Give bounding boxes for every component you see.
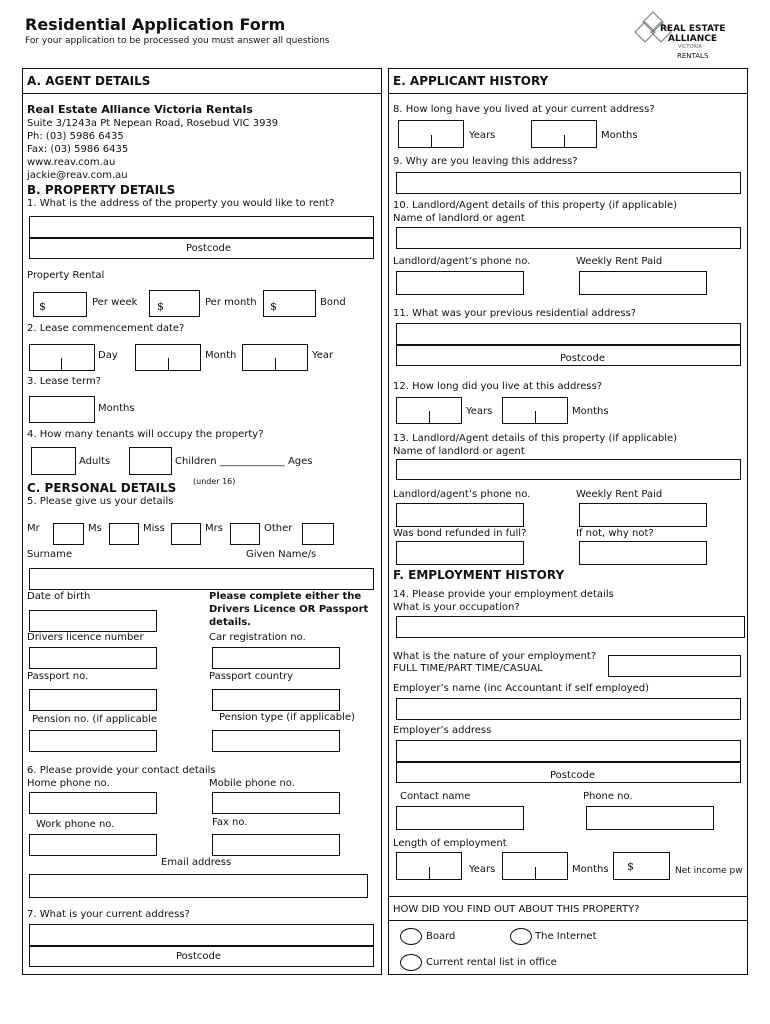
agent-name: Real Estate Alliance Victoria Rentals [27,103,253,116]
pension-type-label: Pension type (if applicable) [219,712,355,723]
leaving-reason-input[interactable] [396,172,741,194]
work-phone-input[interactable] [29,834,157,856]
home-phone-label: Home phone no. [27,778,110,789]
q4-label: 4. How many tenants will occupy the property? [27,429,264,440]
bond-dollar: $ [270,300,277,313]
if-not-label: If not, why not? [576,528,654,539]
agent-address: Suite 3/1243a Pt Nepean Road, Rosebud VIC 3939 [27,118,279,129]
lease-day-input[interactable] [29,344,95,371]
adults-label: Adults [79,456,111,467]
pension-no-label: Pension no. (if applicable [32,714,158,725]
miss-checkbox[interactable] [171,523,201,545]
children-label: Children _____________ Ages [175,456,313,467]
bond-refunded-label: Was bond refunded in full? [393,528,527,539]
rent-week-dollar: $ [39,300,46,313]
previous-months-divider [535,411,536,424]
children-input[interactable] [129,447,172,475]
licence-label: Drivers licence number [27,632,144,643]
current-months-label: Months [601,130,638,141]
landlord-name-input[interactable] [396,227,741,249]
agent-email: jackie@reav.com.au [27,170,128,181]
form-subtitle: For your application to be processed you must answer all questions [25,36,330,46]
employer-name-label: Employer’s name (inc Accountant if self employed) [393,683,650,694]
q2-label: 2. Lease commencement date? [27,323,185,334]
net-income-dollar: $ [627,860,634,873]
previous-months-label: Months [572,406,609,417]
landlord-name-label: Name of landlord or agent [393,213,525,224]
surname-label: Surname [27,549,72,560]
dob-input[interactable] [29,610,157,632]
passport-input[interactable] [29,689,157,711]
miss-label: Miss [143,523,165,534]
found-question: HOW DID YOU FIND OUT ABOUT THIS PROPERTY? [393,904,640,915]
found-divider-bottom [388,920,748,921]
nature-input[interactable] [608,655,741,677]
landlord-phone-input-2[interactable] [396,503,524,527]
nature-label: What is the nature of your employment? [393,651,597,662]
home-phone-input[interactable] [29,792,157,814]
car-reg-label: Car registration no. [209,632,306,643]
employer-address-input[interactable] [396,740,741,762]
lease-term-input[interactable] [29,396,95,423]
property-address-input[interactable] [29,216,374,238]
pension-no-input[interactable] [29,730,157,752]
internet-label: The Internet [535,931,597,942]
q6-label: 6. Please provide your contact details [27,765,216,776]
dob-label: Date of birth [27,591,91,602]
company-logo [630,10,740,65]
q1-label: 1. What is the address of the property you would like to rent? [27,198,335,209]
other-checkbox[interactable] [302,523,334,545]
board-label: Board [426,931,456,942]
passport-country-input[interactable] [212,689,340,711]
lease-term-months-label: Months [98,403,135,414]
q13-label: 13. Landlord/Agent details of this property (if applicable) [393,433,678,444]
employment-types-label: FULL TIME/PART TIME/CASUAL [393,663,543,674]
month-label: Month [205,350,237,361]
employment-years-label: Years [469,864,496,875]
landlord-phone-input[interactable] [396,271,524,295]
car-reg-input[interactable] [212,647,340,669]
rent-month-dollar: $ [157,300,164,313]
q11-label: 11. What was your previous residential address? [393,308,637,319]
employer-phone-input[interactable] [586,806,714,830]
day-label: Day [98,350,118,361]
employment-heading: F. EMPLOYMENT HISTORY [393,568,565,582]
agent-heading: A. AGENT DETAILS [27,74,151,88]
bond-label: Bond [320,297,346,308]
q14-label: 14. Please provide your employment details [393,589,614,600]
mobile-phone-input[interactable] [212,792,340,814]
q5-label: 5. Please give us your details [27,496,174,507]
other-label: Other [264,523,293,534]
net-income-input[interactable] [613,852,670,880]
landlord-name-label-2: Name of landlord or agent [393,446,525,457]
lease-day-divider [61,358,62,371]
contact-name-label: Contact name [400,791,471,802]
passport-label: Passport no. [27,671,89,682]
weekly-rent-label-2: Weekly Rent Paid [576,489,663,500]
q7-label: 7. What is your current address? [27,909,190,920]
found-divider-top [388,896,748,897]
employer-postcode-label: Postcode [550,770,596,781]
mr-checkbox[interactable] [53,523,84,545]
bond-refunded-input[interactable] [396,541,524,565]
lease-month-divider [168,358,169,371]
previous-address-input[interactable] [396,323,741,345]
weekly-rent-input-2[interactable] [579,503,707,527]
q10-label: 10. Landlord/Agent details of this property (if applicable) [393,200,678,211]
mobile-phone-label: Mobile phone no. [209,778,295,789]
licence-input[interactable] [29,647,157,669]
weekly-rent-label: Weekly Rent Paid [576,256,663,267]
per-week-label: Per week [92,297,138,308]
passport-country-label: Passport country [209,671,294,682]
mr-label: Mr [27,523,40,534]
landlord-phone-label: Landlord/agent’s phone no. [393,256,531,267]
rental-list-radio[interactable] [400,954,422,971]
occupation-label: What is your occupation? [393,602,520,613]
fax-input[interactable] [212,834,340,856]
email-label: Email address [161,857,232,868]
property-postcode-label: Postcode [186,243,232,254]
employment-months-label: Months [572,864,609,875]
contact-name-input[interactable] [396,806,524,830]
property-rental-label: Property Rental [27,270,105,281]
current-postcode-label: Postcode [176,951,222,962]
year-label: Year [312,350,334,361]
previous-postcode-label: Postcode [560,353,606,364]
lease-year-divider [275,358,276,371]
logo-line1: REAL ESTATE [660,24,726,34]
personal-heading: C. PERSONAL DETAILS [27,481,177,495]
q3-label: 3. Lease term? [27,376,101,387]
agent-fax: Fax: (03) 5986 6435 [27,144,129,155]
current-years-label: Years [469,130,496,141]
property-heading: B. PROPERTY DETAILS [27,183,176,197]
board-radio[interactable] [400,928,422,945]
length-employment-label: Length of employment [393,838,507,849]
mrs-checkbox[interactable] [230,523,260,545]
per-month-label: Per month [205,297,257,308]
if-not-input[interactable] [579,541,707,565]
given-name-label: Given Name/s [246,549,317,560]
work-phone-label: Work phone no. [36,819,115,830]
form-title: Residential Application Form [25,15,286,34]
mrs-label: Mrs [205,523,223,534]
fax-label: Fax no. [212,817,248,828]
right-header-divider [388,93,748,94]
email-input[interactable] [29,874,368,898]
employment-years-divider [429,867,430,880]
ms-checkbox[interactable] [109,523,139,545]
id-note-line3: details. [209,617,252,628]
id-note-line2: Drivers Licence OR Passport [209,604,369,615]
weekly-rent-input[interactable] [579,271,707,295]
employer-phone-label: Phone no. [583,791,633,802]
ms-label: Ms [88,523,102,534]
history-heading: E. APPLICANT HISTORY [393,74,549,88]
agent-web: www.reav.com.au [27,157,116,168]
under16-label: (under 16) [193,477,236,486]
left-header-divider [22,93,382,94]
employment-months-divider [535,867,536,880]
net-income-label: Net income pw [675,866,743,876]
employer-address-label: Employer’s address [393,725,492,736]
q12-label: 12. How long did you live at this address? [393,381,603,392]
rental-list-label: Current rental list in office [426,957,557,968]
name-input[interactable] [29,568,374,590]
previous-years-label: Years [466,406,493,417]
landlord-name-input-2[interactable] [396,459,741,480]
internet-radio[interactable] [510,928,532,945]
pension-type-input[interactable] [212,730,340,752]
q8-label: 8. How long have you lived at your current address? [393,104,655,115]
current-address-input[interactable] [29,924,374,946]
logo-line4: RENTALS [677,52,709,60]
adults-input[interactable] [31,447,76,475]
logo-line2: ALLIANCE [668,34,718,44]
previous-years-divider [429,411,430,424]
id-note-line1: Please complete either the [209,591,362,602]
agent-phone: Ph: (03) 5986 6435 [27,131,124,142]
employer-name-input[interactable] [396,698,741,720]
current-months-divider [564,135,565,148]
occupation-input[interactable] [396,616,745,638]
q9-label: 9. Why are you leaving this address? [393,156,578,167]
current-years-divider [431,135,432,148]
logo-line3: VICTORIA [678,44,702,50]
landlord-phone-label-2: Landlord/agent’s phone no. [393,489,531,500]
